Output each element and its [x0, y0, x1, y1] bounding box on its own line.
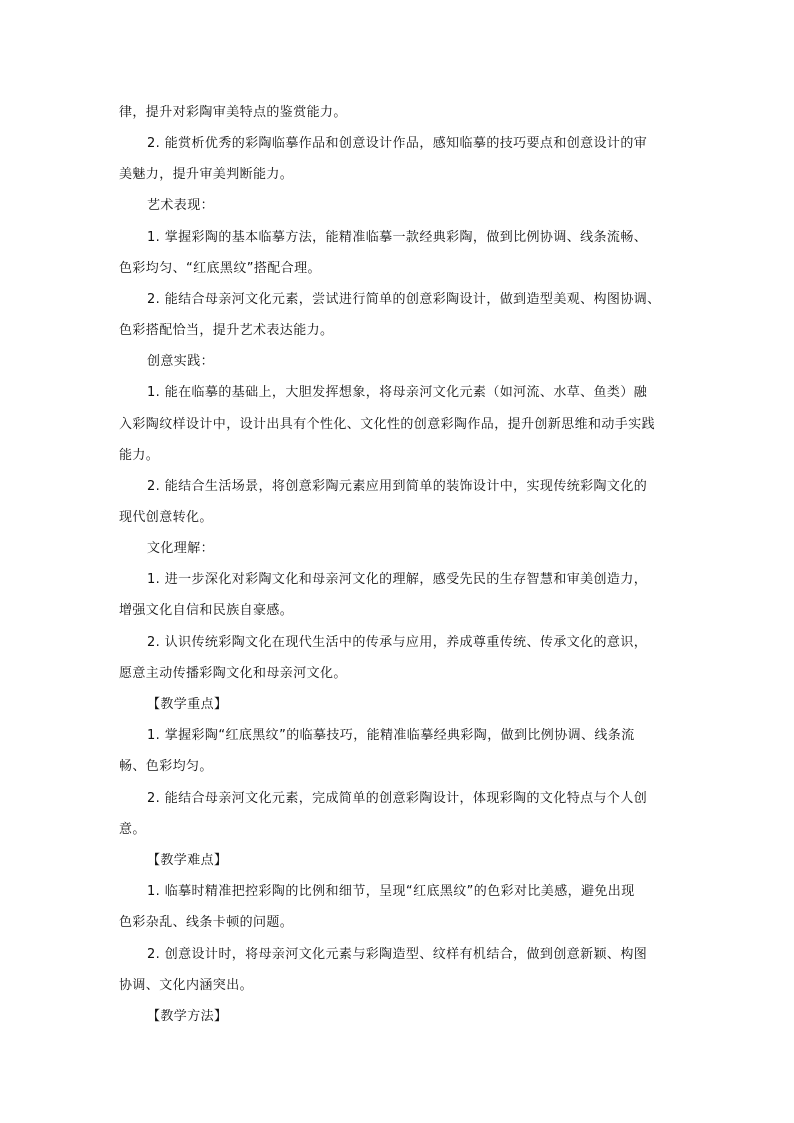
- text-line: 意。: [119, 822, 146, 837]
- section-label-create: 创意实践：: [147, 354, 215, 369]
- text-line: 1. 掌握彩陶“红底黑纹”的临摹技巧，能精准临摹经典彩陶，做到比例协调、线条流: [147, 728, 635, 743]
- text-line: 1. 能在临摹的基础上，大胆发挥想象，将母亲河文化元素（如河流、水草、鱼类）融: [147, 385, 648, 400]
- text-line: 美魅力，提升审美判断能力。: [119, 167, 294, 182]
- text-line: 律，提升对彩陶审美特点的鉴赏能力。: [119, 105, 347, 120]
- heading-methods: 【教学方法】: [147, 1009, 228, 1024]
- text-line: 2. 认识传统彩陶文化在现代生活中的传承与应用，养成尊重传统、传承文化的意识，: [147, 635, 648, 650]
- text-line: 入彩陶纹样设计中，设计出具有个性化、文化性的创意彩陶作品，提升创新思维和动手实践: [119, 417, 656, 432]
- text-line: 能力。: [119, 448, 160, 463]
- text-line: 协调、文化内涵突出。: [119, 978, 254, 993]
- text-line: 1. 临摹时精准把控彩陶的比例和细节，呈现“红底黑纹”的色彩对比美感，避免出现: [147, 884, 635, 899]
- text-line: 1. 掌握彩陶的基本临摹方法，能精准临摹一款经典彩陶，做到比例协调、线条流畅、: [147, 230, 648, 245]
- text-line: 1. 进一步深化对彩陶文化和母亲河文化的理解，感受先民的生存智慧和审美创造力，: [147, 572, 648, 587]
- text-line: 2. 创意设计时，将母亲河文化元素与彩陶造型、纹样有机结合，做到创意新颖、构图: [147, 947, 648, 962]
- heading-difficulties: 【教学难点】: [147, 853, 228, 868]
- text-line: 色彩杂乱、线条卡顿的问题。: [119, 915, 294, 930]
- text-line: 2. 能结合母亲河文化元素，尝试进行简单的创意彩陶设计，做到造型美观、构图协调、: [147, 292, 661, 307]
- text-line: 畅、色彩均匀。: [119, 759, 213, 774]
- heading-key-points: 【教学重点】: [147, 697, 228, 712]
- text-line: 现代创意转化。: [119, 510, 213, 525]
- text-line: 色彩搭配恰当，提升艺术表达能力。: [119, 323, 334, 338]
- text-line: 2. 能结合母亲河文化元素，完成简单的创意彩陶设计，体现彩陶的文化特点与个人创: [147, 791, 648, 806]
- section-label-culture: 文化理解：: [147, 541, 215, 556]
- text-line: 2. 能赏析优秀的彩陶临摹作品和创意设计作品，感知临摹的技巧要点和创意设计的审: [147, 136, 648, 151]
- text-line: 色彩均匀、“红底黑纹”搭配合理。: [119, 261, 321, 276]
- text-line: 2. 能结合生活场景，将创意彩陶元素应用到简单的装饰设计中，实现传统彩陶文化的: [147, 479, 648, 494]
- section-label-art: 艺术表现：: [147, 198, 215, 213]
- text-line: 增强文化自信和民族自豪感。: [119, 603, 294, 618]
- text-line: 愿意主动传播彩陶文化和母亲河文化。: [119, 666, 347, 681]
